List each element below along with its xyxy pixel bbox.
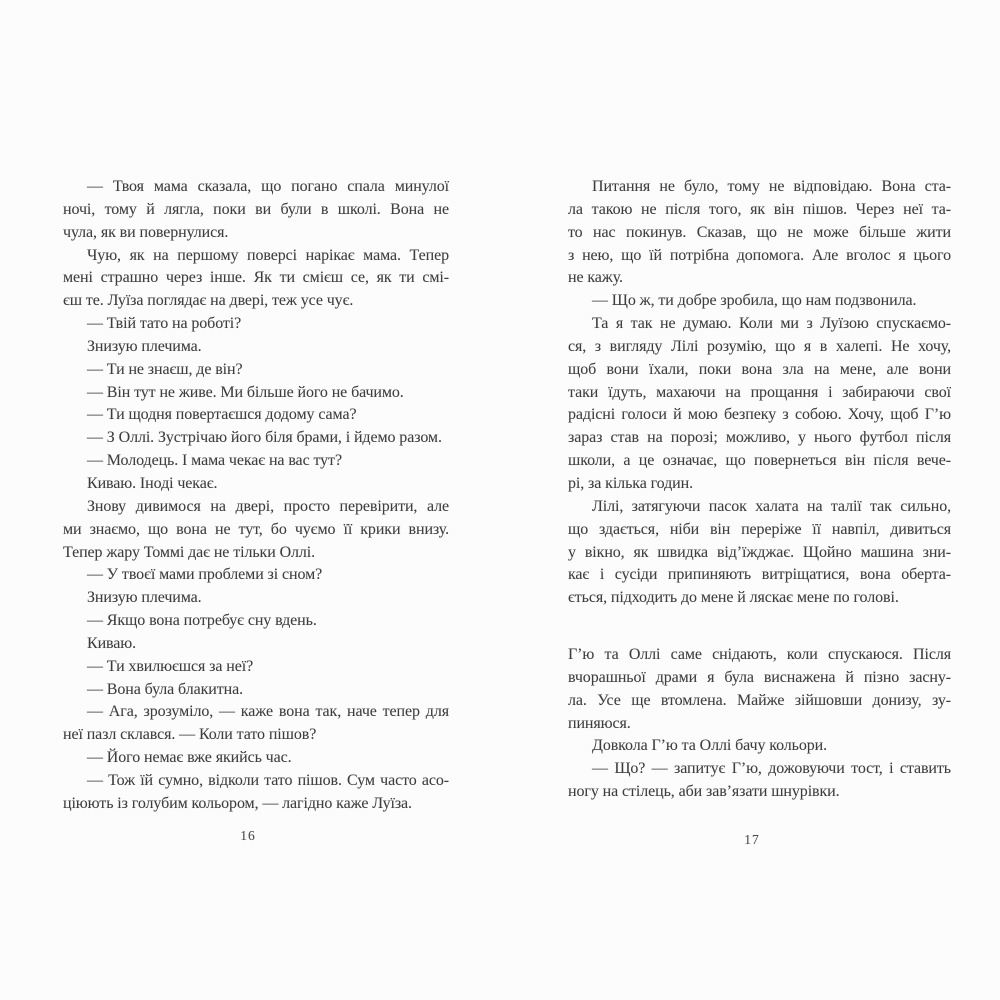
text-line: ла. Усе ще втомлена. Майже зійшовши донизу, зу-	[568, 691, 951, 709]
text-line: — Що? — запитує Г’ю, дожовуючи тост, і ставить	[592, 760, 951, 778]
text-line: — Якщо вона потребує сну вдень.	[87, 612, 317, 630]
text-line: ночі, тому й лягла, поки ви були в школі. Вона не	[63, 200, 449, 218]
text-line: чула, як ви повернулися.	[63, 223, 229, 241]
text-line: Довкола Г’ю та Оллі бачу кольори.	[592, 737, 828, 755]
text-line: — Молодець. І мама чекає на вас тут?	[87, 452, 342, 470]
text-line: Знизую плечима.	[87, 589, 202, 607]
text-line: єш те. Луїза поглядає на двері, теж усе чує.	[63, 292, 354, 310]
text-line: — Що ж, ти добре зробила, що нам подзвонила.	[592, 292, 917, 310]
text-line: Чую, як на першому поверсі нарікає мама. Тепер	[87, 246, 449, 264]
text-line: Киваю.	[87, 634, 137, 652]
text-line: ми знаємо, що вона не тут, бо чуємо її крики внизу.	[63, 520, 449, 538]
text-line: вчорашньої драми я була виснажена й пізно засну-	[568, 668, 951, 686]
text-line: Та я так не думаю. Коли ми з Луїзою спускаємо-	[592, 315, 951, 333]
text-line: Киваю. Іноді чекає.	[87, 474, 218, 492]
text-line: — Ти не знаєш, де він?	[87, 360, 243, 378]
page-right-number: 17	[744, 832, 760, 847]
text-line: — Тож їй сумно, відколи тато пішов. Сум часто асо-	[87, 771, 449, 789]
text-line: у вікно, як швидка від’їжджає. Щойно машина зни-	[568, 543, 951, 561]
page-left-text-block	[63, 176, 449, 816]
text-line: ногу на стілець, аби зав’язати шнурівки.	[568, 783, 840, 801]
text-line: — Твоя мама сказала, що погано спала минулої	[87, 178, 449, 195]
text-line: Г’ю та Оллі саме снідають, коли спускаюся. Після	[568, 646, 951, 664]
text-line: ся, з вигляду Лілі розумію, що я в халепі. Не хочу,	[568, 337, 951, 355]
text-line: — Твій тато на роботі?	[87, 315, 242, 333]
text-line: не кажу.	[568, 269, 623, 287]
text-line: Питання не було, тому не відповідаю. Вона ста-	[592, 178, 951, 195]
text-line: мені страшно через інше. Як ти смієш се, як ти смі-	[63, 269, 449, 287]
text-line: — Ага, зрозуміло, — каже вона так, наче тепер для	[87, 703, 449, 721]
text-line: рі, за кілька годин.	[568, 474, 693, 492]
page-left-number: 16	[240, 828, 256, 843]
text-line: радісні голоси й мою безпеку з собою. Хочу, щоб Г’ю	[568, 406, 951, 424]
text-line: щоб вони їхали, поки вона зла на мене, але вони	[568, 360, 951, 378]
text-line: — У твоєї мами проблеми зі сном?	[87, 566, 323, 584]
text-line: Знову дивимося на двері, просто перевірити, але	[87, 497, 449, 515]
text-line: — Він тут не живе. Ми більше його не бачимо.	[87, 383, 404, 401]
text-line: таки їдуть, махаючи на прощання і забираючи свої	[568, 383, 951, 401]
text-line: зараз став на порозі; можливо, у нього футбол після	[568, 429, 951, 447]
text-line: — Ти хвилюєшся за неї?	[87, 657, 254, 675]
text-line: кає і сусіди припиняють витріщатися, вона оберта-	[568, 566, 951, 584]
text-line: — Його немає вже якийсь час.	[87, 749, 292, 767]
text-line: Лілі, затягуючи пасок халата на талії так сильно,	[592, 497, 951, 515]
text-line: ла такою не після того, як він пішов. Через неї та-	[568, 200, 951, 218]
text-line: школи, а це означає, що повернеться він після вече-	[568, 452, 951, 470]
text-line: ціюють із голубим кольором, — лагідно каже Луїза.	[63, 794, 412, 812]
text-line: неї пазл склався. — Коли тато пішов?	[63, 726, 317, 744]
text-line: що здається, ніби він переріже її навпіл, дивиться	[568, 520, 951, 538]
text-line: Знизую плечима.	[87, 337, 202, 355]
text-line: Тепер жару Томмі дає не тільки Оллі.	[63, 543, 316, 561]
text-line: ється, підходить до мене й ляскає мене по голові.	[568, 589, 899, 607]
text-line: то нас покинув. Сказав, що не може більше жити	[568, 223, 951, 241]
text-line: — Ти щодня повертаєшся додому сама?	[87, 406, 357, 424]
text-line: — Вона була блакитна.	[87, 680, 243, 698]
page-right-text-block	[568, 176, 951, 804]
text-line: пиняюся.	[568, 714, 631, 732]
text-line: з нею, що їй потрібна допомога. Але вголос я цього	[568, 246, 951, 264]
text-line: — З Оллі. Зустрічаю його біля брами, і йдемо разом.	[87, 429, 442, 447]
